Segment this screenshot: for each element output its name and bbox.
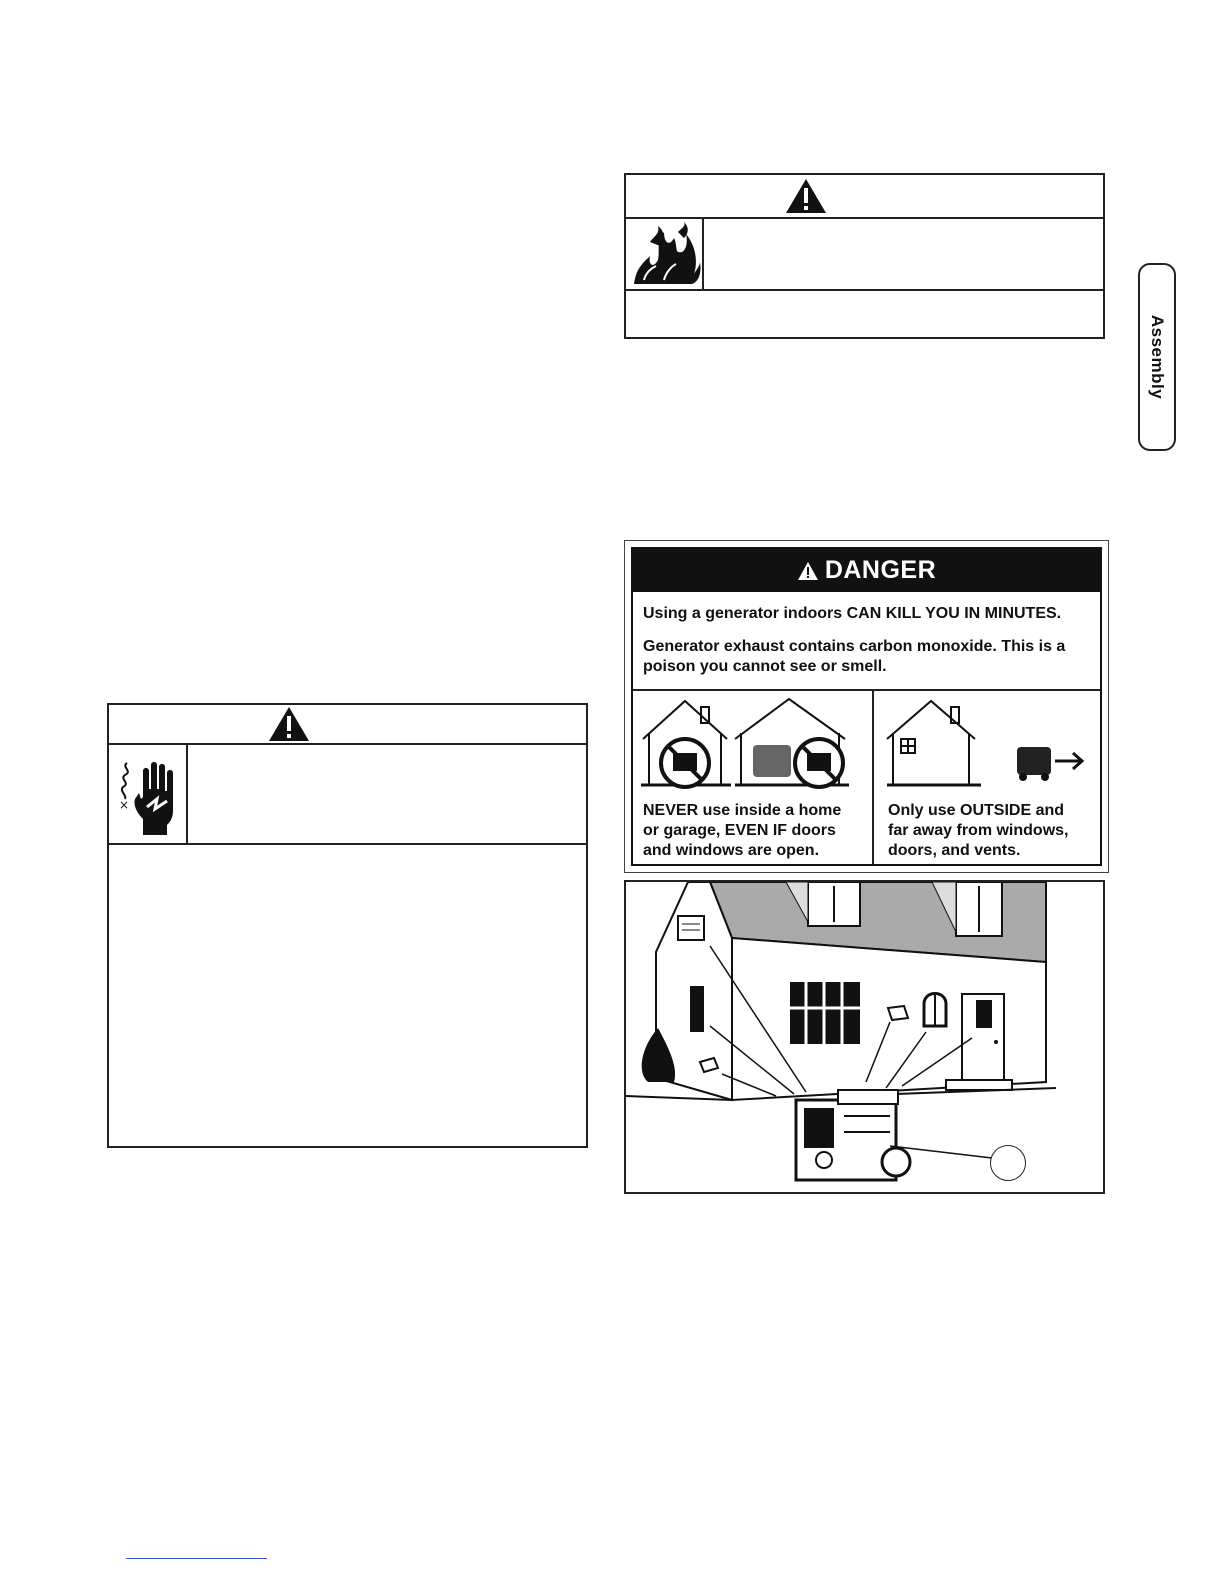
never-indoors-text: NEVER use inside a home or garage, EVEN IF doors and windows are open. [643, 802, 842, 859]
danger-title: DANGER [824, 556, 937, 584]
shock-warning-box [107, 703, 588, 1148]
danger-line-2: Generator exhaust contains carbon monoxide. This is a poison you cannot see or smell. [643, 638, 1066, 675]
alert-triangle-icon [268, 706, 310, 742]
danger-line-1: Using a generator indoors CAN KILL YOU IN MINUTES. [643, 605, 1062, 622]
fire-warning-header [626, 175, 1103, 217]
house-generator-drawing [626, 882, 1103, 1192]
section-tab-label: Assembly [1148, 314, 1167, 400]
fire-icon [630, 222, 702, 286]
fire-warning-box [624, 173, 1105, 339]
alert-triangle-icon [785, 178, 827, 214]
danger-header [633, 549, 1100, 592]
generator-placement-illustration [624, 880, 1105, 1194]
shock-warning-body [109, 743, 586, 843]
shock-warning-header [109, 705, 586, 743]
outside-only-text: Only use OUTSIDE and far away from windows, doors, and vents. [888, 802, 1069, 859]
no-indoor-use-illustration [639, 697, 869, 793]
svg-text:×: × [119, 798, 130, 812]
fire-warning-body [626, 217, 1103, 289]
electric-shock-hand-icon [117, 759, 183, 837]
outdoor-use-illustration [885, 697, 1105, 793]
callout-circle [990, 1145, 1026, 1181]
danger-label [624, 540, 1109, 873]
alert-triangle-icon [797, 561, 819, 581]
section-tab-assembly[interactable] [1138, 263, 1176, 451]
footnote-link-underline[interactable] [126, 1558, 267, 1559]
